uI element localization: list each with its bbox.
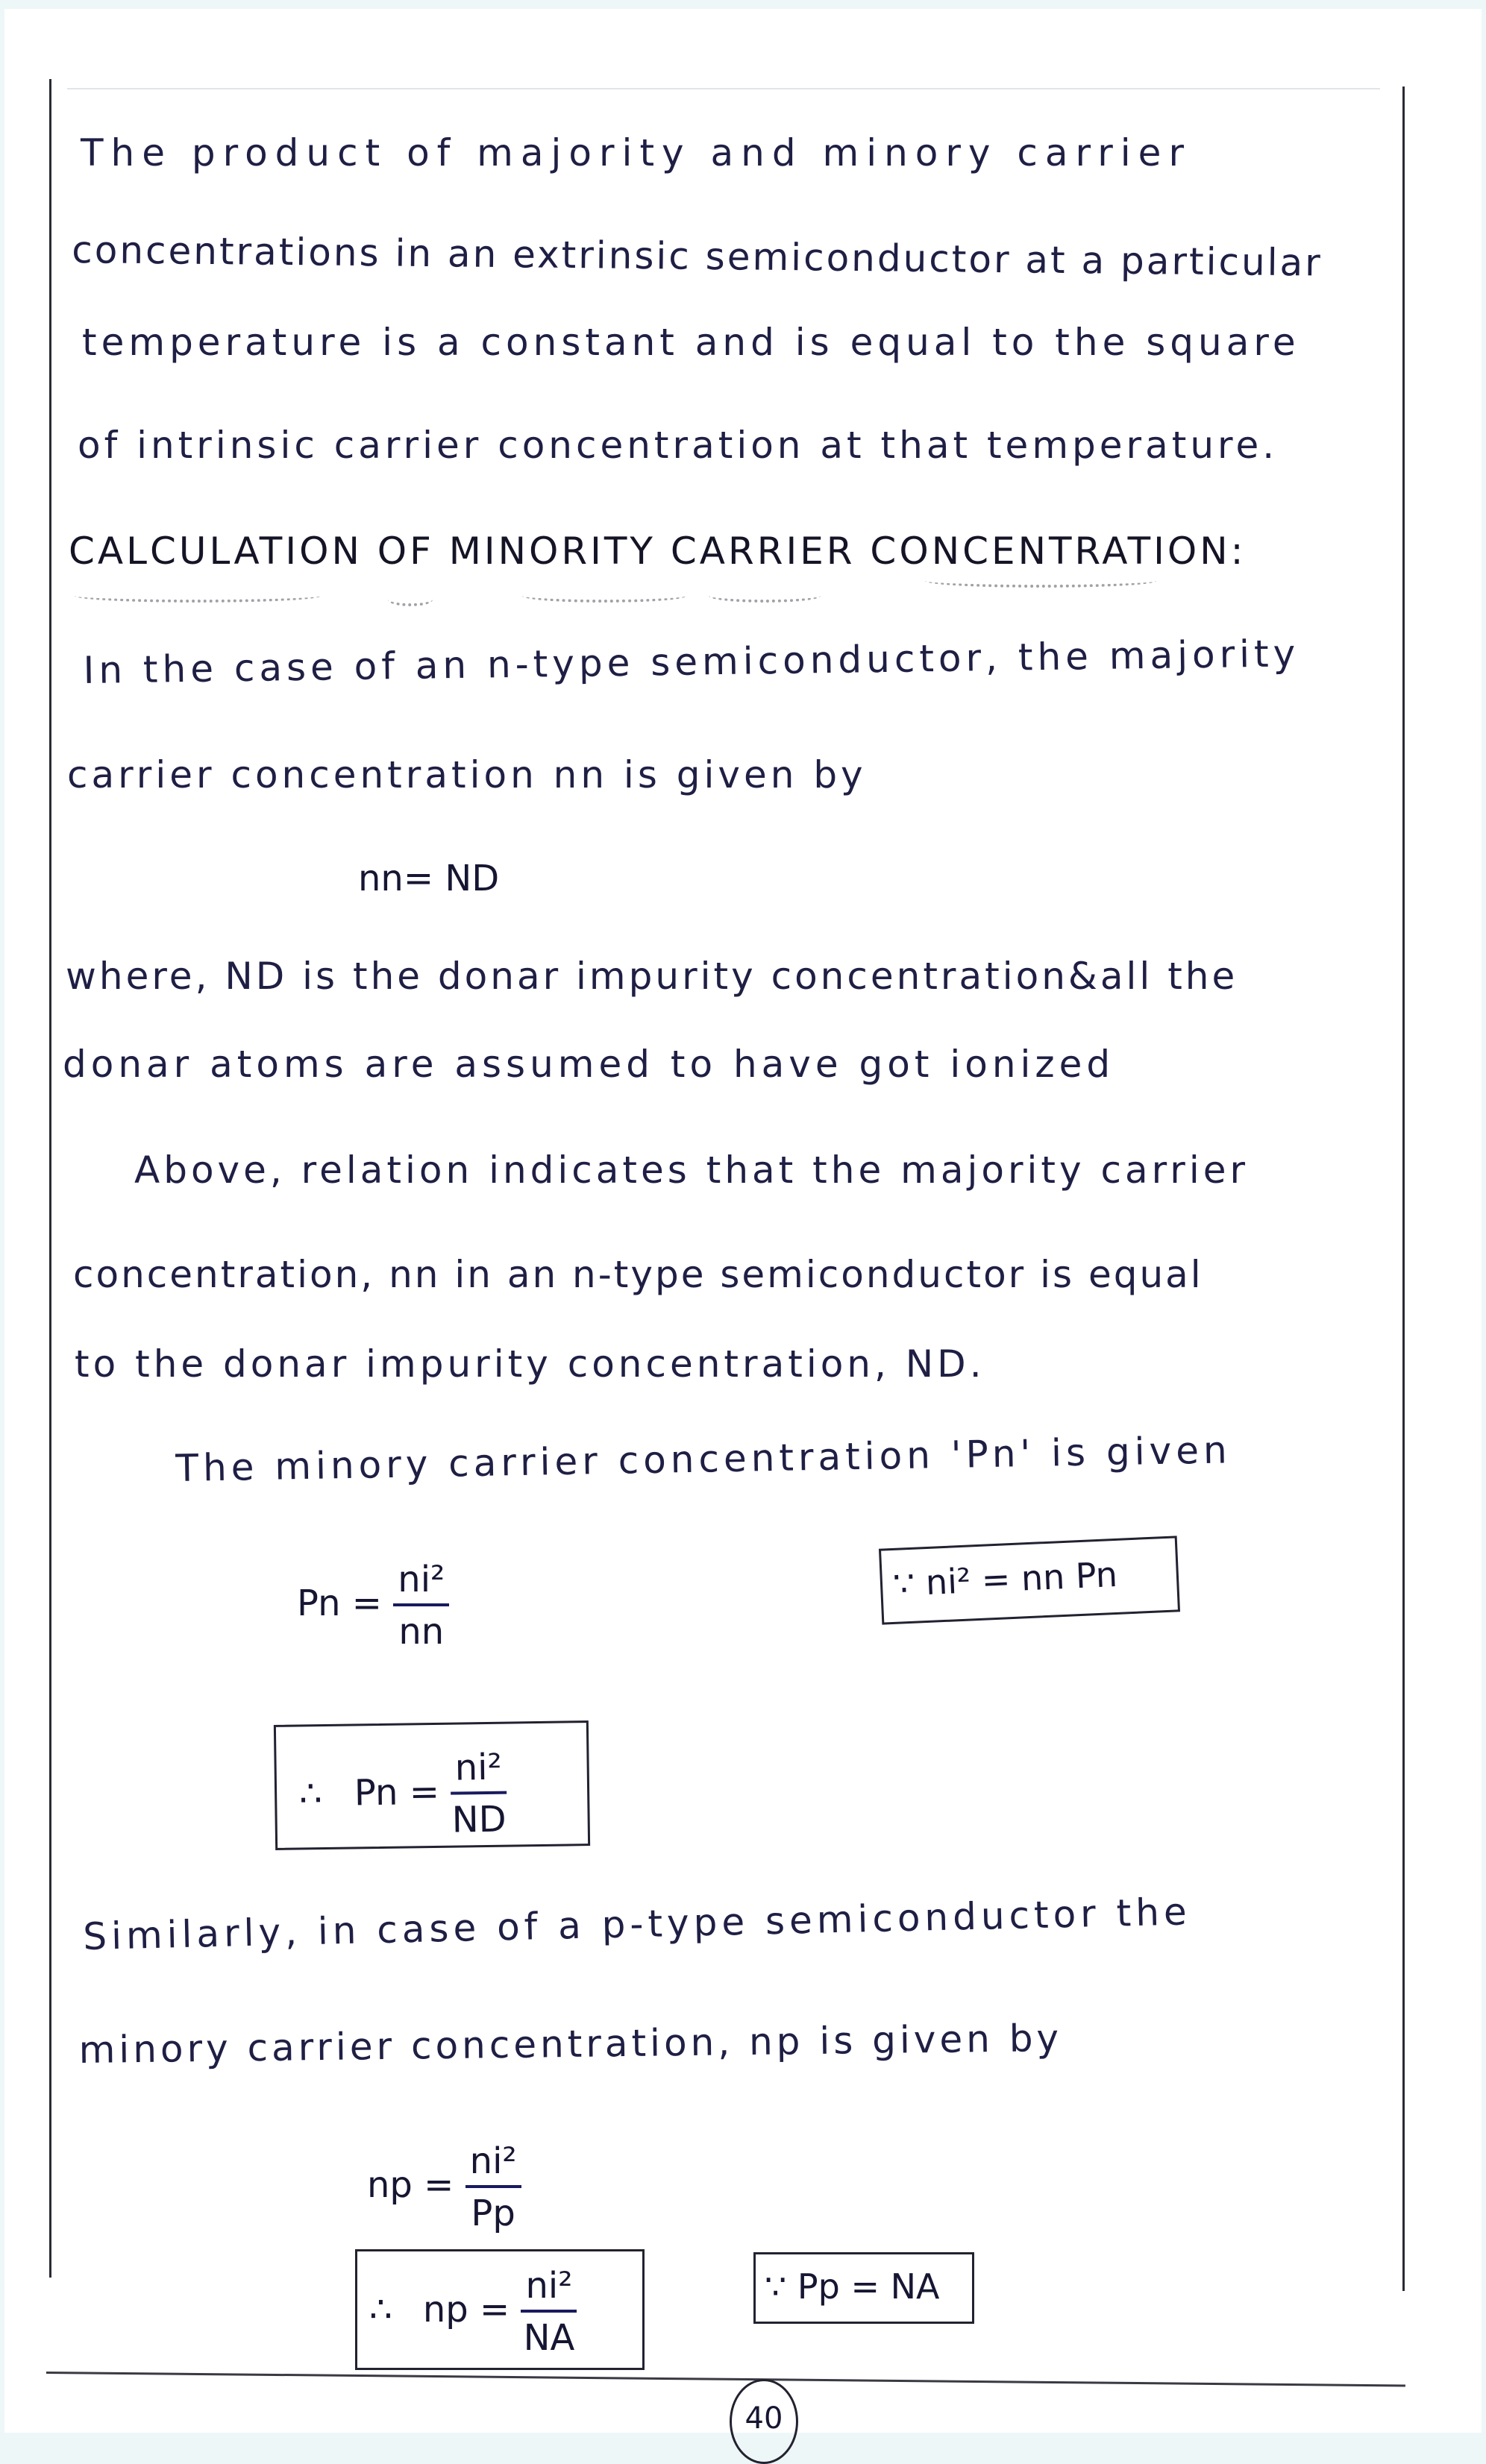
- result-box: [274, 1720, 590, 1850]
- note-text: ∵ Pp = NA: [765, 2266, 940, 2307]
- equation-nn: [358, 858, 499, 899]
- note-text: ∵ ni² = nn Pn: [891, 1553, 1119, 1604]
- result-box: [355, 2249, 645, 2370]
- fraction: [393, 1559, 449, 1653]
- fraction: [521, 2265, 577, 2359]
- text-line: The product of majority and minory carrier: [81, 131, 1191, 175]
- heading-underline: [925, 574, 1156, 588]
- heading-underline: [522, 589, 686, 603]
- note-box: [879, 1536, 1180, 1624]
- text-line: concentration, nn in an n-type semiconductor is equal: [73, 1253, 1203, 1296]
- text-line: temperature is a constant and is equal to the square: [82, 321, 1300, 364]
- numerator: ni²: [450, 1747, 507, 1795]
- heading-underline: [75, 589, 321, 603]
- text-line: Similarly, in case of a p-type semiconductor the: [82, 1890, 1192, 1958]
- section-heading: CALCULATION OF MINORITY CARRIER CONCENTRATION:: [69, 529, 1247, 573]
- result-equation-np: [369, 2265, 577, 2359]
- equation-lhs: Pn =: [354, 1770, 440, 1814]
- text-line: carrier concentration nn is given by: [67, 753, 867, 796]
- fraction: [450, 1747, 507, 1841]
- denominator: NA: [523, 2317, 575, 2359]
- denominator: ND: [451, 1798, 507, 1841]
- text-line: In the case of an n-type semiconductor, the majority: [83, 632, 1300, 692]
- heading-underline: [709, 589, 821, 603]
- equation-lhs: np =: [367, 2164, 454, 2206]
- text-line: to the donar impurity concentration, ND.: [75, 1342, 985, 1386]
- denominator: nn: [398, 1611, 445, 1653]
- text-line: concentrations in an extrinsic semiconductor at a particular: [72, 228, 1323, 285]
- equation-pn: [297, 1559, 449, 1653]
- fraction: [465, 2140, 521, 2234]
- equation-lhs: Pn =: [297, 1583, 382, 1624]
- numerator: ni²: [393, 1559, 449, 1606]
- equation-np: [367, 2140, 521, 2234]
- heading-underline: [388, 593, 433, 606]
- faint-top-rule: [67, 88, 1380, 89]
- numerator: ni²: [465, 2140, 521, 2188]
- note-box: [753, 2252, 974, 2324]
- page-number: 40: [730, 2379, 798, 2464]
- text-line: Above, relation indicates that the majority carrier: [134, 1148, 1250, 1192]
- therefore-symbol: ∴: [298, 1773, 323, 1815]
- equation-rhs: = ND: [403, 858, 500, 899]
- denominator: Pp: [471, 2193, 515, 2234]
- text-line: where, ND is the donar impurity concentration&all the: [66, 955, 1238, 998]
- equation-lhs: np =: [422, 2289, 510, 2331]
- result-equation-pn: [298, 1747, 507, 1844]
- text-line: of intrinsic carrier concentration at that temperature.: [78, 424, 1279, 467]
- left-margin-line: [49, 79, 51, 2278]
- text-line: The minory carrier concentration 'Pn' is given: [175, 1428, 1232, 1490]
- equation-lhs: nn: [358, 858, 404, 899]
- numerator: ni²: [521, 2265, 577, 2313]
- text-line: donar atoms are assumed to have got ionized: [63, 1043, 1115, 1086]
- text-line: minory carrier concentration, np is given by: [78, 2016, 1063, 2072]
- right-margin-line: [1402, 87, 1405, 2291]
- therefore-symbol: ∴: [369, 2289, 392, 2331]
